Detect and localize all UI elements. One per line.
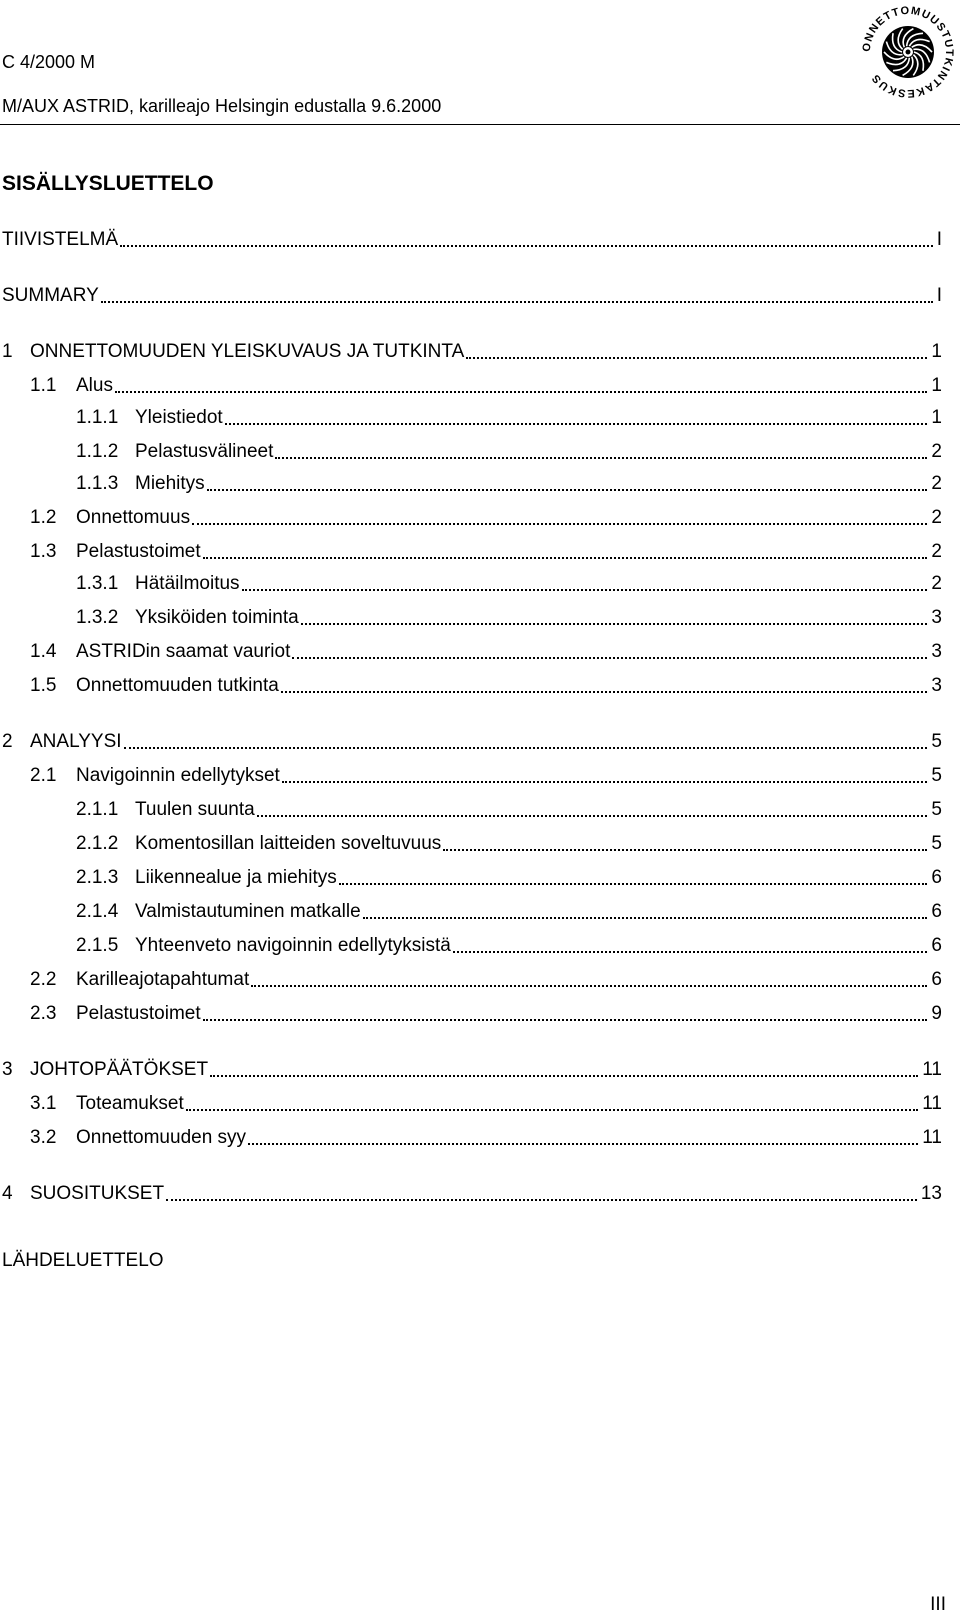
toc-entry-number: 3 <box>2 1059 13 1080</box>
toc-dot-leader <box>363 917 928 919</box>
toc-entry[interactable] <box>30 764 942 788</box>
toc-dot-leader <box>281 691 928 693</box>
toc-dot-leader <box>242 589 928 591</box>
toc-entry[interactable] <box>2 228 942 252</box>
toc-entry-page: 1 <box>931 341 942 362</box>
toc-dot-leader <box>101 301 933 303</box>
toc-entry-page: I <box>936 285 942 306</box>
toc-entry[interactable] <box>2 340 942 364</box>
toc-dot-leader <box>210 1075 918 1077</box>
toc-entry[interactable] <box>76 934 942 958</box>
toc-entry-page: 5 <box>931 731 942 752</box>
toc-entry[interactable] <box>76 866 942 890</box>
toc-entry-label: Karilleajotapahtumat <box>76 969 250 990</box>
toc-entry-page: 1 <box>931 407 942 428</box>
toc-entry-number: 1.2 <box>30 507 57 528</box>
toc-entry-label: Navigoinnin edellytykset <box>76 765 280 786</box>
toc-entry[interactable] <box>30 374 942 398</box>
toc-entry-number: 1.5 <box>30 675 57 696</box>
toc-entry-page: 2 <box>931 473 942 494</box>
toc-entry-label: Miehitys <box>135 473 205 494</box>
toc-entry-label: Pelastusvälineet <box>135 441 274 462</box>
toc-entry-page: 3 <box>931 675 942 696</box>
toc-entry-page: 11 <box>922 1127 942 1148</box>
toc-dot-leader <box>339 883 928 885</box>
toc-entry-label: Hätäilmoitus <box>135 573 240 594</box>
toc-entry-page: 3 <box>931 641 942 662</box>
toc-entry-number: 2.1.1 <box>76 799 119 820</box>
toc-entry-page: 2 <box>931 441 942 462</box>
toc-entry-label: TIIVISTELMÄ <box>2 229 119 250</box>
accident-investigation-logo <box>858 0 958 104</box>
toc-entry-label: ONNETTOMUUDEN YLEISKUVAUS JA TUTKINTA <box>30 341 465 362</box>
toc-dot-leader <box>186 1109 919 1111</box>
toc-dot-leader <box>257 815 928 817</box>
toc-entry[interactable] <box>76 406 942 430</box>
toc-entry-label: JOHTOPÄÄTÖKSET <box>30 1059 209 1080</box>
toc-entry-page: 5 <box>931 799 942 820</box>
toc-entry-number: 1.1.3 <box>76 473 119 494</box>
toc-entry-label: Yhteenveto navigoinnin edellytyksistä <box>135 935 451 956</box>
toc-entry-page: I <box>936 229 942 250</box>
toc-entry-number: 1.3.1 <box>76 573 119 594</box>
toc-title: SISÄLLYSLUETTELO <box>2 172 214 195</box>
toc-entry-number: 1.3.2 <box>76 607 119 628</box>
header-rule <box>0 124 960 125</box>
toc-entry[interactable] <box>76 472 942 496</box>
toc-dot-leader <box>225 423 928 425</box>
toc-entry-label: Onnettomuuden syy <box>76 1127 247 1148</box>
toc-entry-page: 2 <box>931 541 942 562</box>
toc-dot-leader <box>443 849 927 851</box>
toc-entry-label: SUOSITUKSET <box>30 1183 165 1204</box>
toc-dot-leader <box>301 623 928 625</box>
toc-dot-leader <box>453 951 928 953</box>
doc-code: C 4/2000 M <box>2 52 96 72</box>
toc-entry-label: Yleistiedot <box>135 407 223 428</box>
toc-entry-page: 1 <box>931 375 942 396</box>
toc-entry-page: 6 <box>931 901 942 922</box>
toc-entry-page: 5 <box>931 833 942 854</box>
toc-entry-number: 2.1.2 <box>76 833 119 854</box>
toc-entry-number: 2.1.3 <box>76 867 119 888</box>
toc-entry[interactable] <box>30 968 942 992</box>
toc-entry[interactable] <box>30 506 942 530</box>
toc-entry-page: 6 <box>931 969 942 990</box>
toc-entry-label: Pelastustoimet <box>76 1003 201 1024</box>
toc-entry-number: 2 <box>2 731 13 752</box>
toc-entry[interactable] <box>76 832 942 856</box>
toc-dot-leader <box>248 1143 918 1145</box>
toc-entry[interactable] <box>2 730 942 754</box>
toc-entry[interactable] <box>76 572 942 596</box>
toc-entry-label: ASTRIDin saamat vauriot <box>76 641 291 662</box>
toc-entry[interactable] <box>30 540 942 564</box>
toc-entry-label: Tuulen suunta <box>135 799 255 820</box>
toc-entry-page: 13 <box>920 1183 942 1204</box>
toc-entry-label: Alus <box>76 375 113 396</box>
toc-entry-number: 2.1 <box>30 765 57 786</box>
toc-entry-number: 1 <box>2 341 13 362</box>
toc-dot-leader <box>120 245 933 247</box>
toc-dot-leader <box>251 985 927 987</box>
toc-dot-leader <box>124 747 928 749</box>
toc-entry-references[interactable]: LÄHDELUETTELO <box>2 1250 164 1271</box>
toc-dot-leader <box>292 657 927 659</box>
toc-entry-label: SUMMARY <box>2 285 99 306</box>
toc-entry-number: 2.1.5 <box>76 935 119 956</box>
page-number: III <box>930 1594 946 1615</box>
toc-entry-number: 4 <box>2 1183 13 1204</box>
toc-entry[interactable] <box>76 440 942 464</box>
toc-entry[interactable] <box>76 606 942 630</box>
toc-entry[interactable] <box>30 1002 942 1026</box>
toc-entry-page: 5 <box>931 765 942 786</box>
toc-entry-label: Komentosillan laitteiden soveltuvuus <box>135 833 442 854</box>
toc-entry-number: 1.4 <box>30 641 57 662</box>
toc-entry-number: 1.3 <box>30 541 57 562</box>
toc-entry[interactable] <box>30 1126 942 1150</box>
toc-entry-label: ANALYYSI <box>30 731 122 752</box>
toc-entry[interactable] <box>2 1058 942 1082</box>
toc-dot-leader <box>166 1199 917 1201</box>
toc-entry-number: 1.1.2 <box>76 441 119 462</box>
toc-entry[interactable] <box>76 900 942 924</box>
toc-dot-leader <box>275 457 927 459</box>
toc-entry-number: 2.3 <box>30 1003 57 1024</box>
toc-entry-number: 3.2 <box>30 1127 57 1148</box>
toc-entry-label: Toteamukset <box>76 1093 184 1114</box>
toc-entry-page: 11 <box>922 1093 942 1114</box>
toc-entry-number: 3.1 <box>30 1093 57 1114</box>
toc-entry[interactable] <box>30 640 942 664</box>
toc-entry-label: Valmistautuminen matkalle <box>135 901 361 922</box>
toc-entry-page: 3 <box>931 607 942 628</box>
toc-dot-leader <box>466 357 927 359</box>
toc-dot-leader <box>192 523 927 525</box>
toc-entry-label: Yksiköiden toiminta <box>135 607 299 628</box>
toc-dot-leader <box>203 557 928 559</box>
toc-entry-page: 9 <box>931 1003 942 1024</box>
doc-subtitle: M/AUX ASTRID, karilleajo Helsingin edustalla 9.6.2000 <box>2 96 442 116</box>
toc-entry-page: 6 <box>931 935 942 956</box>
toc-entry-page: 11 <box>922 1059 942 1080</box>
toc-entry[interactable] <box>2 284 942 308</box>
toc-dot-leader <box>203 1019 928 1021</box>
toc-entry-label: Onnettomuus <box>76 507 191 528</box>
toc-dot-leader <box>115 391 927 393</box>
toc-entry-number: 2.2 <box>30 969 57 990</box>
toc-entry[interactable] <box>76 798 942 822</box>
toc-dot-leader <box>282 781 928 783</box>
toc-entry-number: 2.1.4 <box>76 901 119 922</box>
toc-entry-label: Onnettomuuden tutkinta <box>76 675 279 696</box>
toc-dot-leader <box>207 489 928 491</box>
toc-entry-page: 2 <box>931 507 942 528</box>
logo-lettering: ONNETTOMUUSTUTKINTAKESKUS <box>860 4 956 100</box>
toc-entry-label: Liikennealue ja miehitys <box>135 867 337 888</box>
toc-entry-number: 1.1 <box>30 375 57 396</box>
toc-entry-label: Pelastustoimet <box>76 541 201 562</box>
toc-entry[interactable] <box>2 1182 942 1206</box>
toc-entry-page: 6 <box>931 867 942 888</box>
toc-entry[interactable] <box>30 674 942 698</box>
toc-entry-page: 2 <box>931 573 942 594</box>
toc-entry-number: 1.1.1 <box>76 407 119 428</box>
toc-entry[interactable] <box>30 1092 942 1116</box>
